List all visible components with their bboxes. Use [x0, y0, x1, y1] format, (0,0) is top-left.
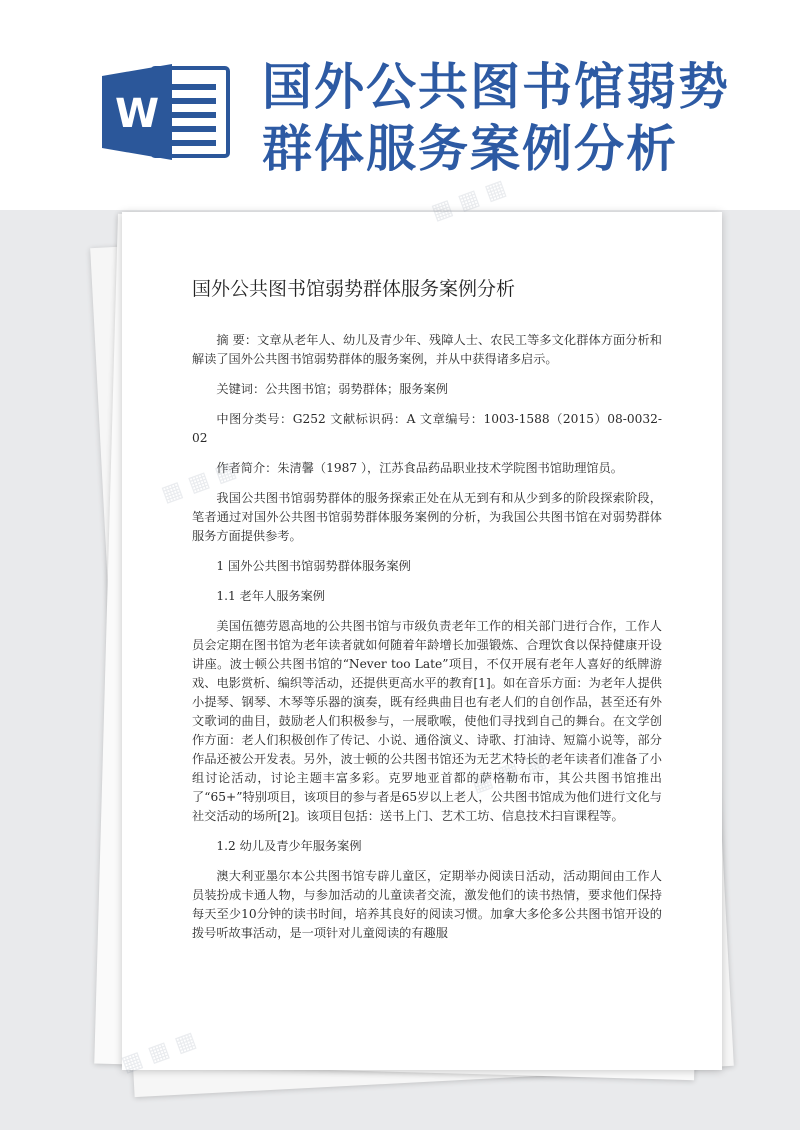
svg-text:W: W	[114, 91, 160, 137]
section-heading: 1 国外公共图书馆弱势群体服务案例	[216, 559, 411, 573]
subsection-heading: 1.2 幼儿及青少年服务案例	[216, 839, 362, 853]
banner-title: 国外公共图书馆弱势群体服务案例分析	[262, 58, 730, 178]
body-paragraph: 澳大利亚墨尔本公共图书馆专辟儿童区，定期举办阅读日活动，活动期间由工作人员装扮成卡通人物，与参加活动的儿童读者交流，激发他们的读书热情，要求他们保持每天至少10分钟的读书时间，培养其良好的阅读习惯。加拿大多伦多公共图书馆开设的拨号听故事活动，是一项针对儿童阅读的有趣服	[192, 869, 662, 940]
subsection-heading: 1.1 老年人服务案例	[216, 589, 325, 603]
banner	[0, 0, 800, 210]
keywords: 关键词：公共图书馆；弱势群体；服务案例	[216, 382, 448, 396]
word-icon	[100, 62, 232, 162]
intro-paragraph: 我国公共图书馆弱势群体的服务探索正处在从无到有和从少到多的阶段探索阶段，笔者通过对国外公共图书馆弱势群体服务案例的分析，为我国公共图书馆在对弱势群体服务方面提供参考。	[192, 491, 662, 543]
document-title: 国外公共图书馆弱势群体服务案例分析	[192, 278, 516, 300]
abstract: 摘 要：文章从老年人、幼儿及青少年、残障人士、农民工等多文化群体方面分析和解读了国外公共图书馆弱势群体的服务案例，并从中获得诸多启示。	[192, 333, 662, 366]
author-info: 作者简介：朱清馨（1987 ），江苏食品药品职业技术学院图书馆助理馆员。	[216, 461, 623, 475]
classification-info: 中图分类号：G252 文献标识码：A 文章编号：1003-1588（2015）08-0032-02	[192, 412, 662, 445]
document-content	[192, 274, 662, 954]
body-paragraph: 美国伍德劳恩高地的公共图书馆与市级负责老年工作的相关部门进行合作，工作人员会定期在图书馆为老年读者就如何随着年龄增长加强锻炼、合理饮食以保持健康开设讲座。波士顿公共图书馆的“Never too Late”项目，不仅开展有老年人喜好的纸牌游戏、电影赏析、编织等活动，还提供更高水平的教育[1]。如在音乐方面：为老年人提供小提琴、钢琴、木琴等乐器的演奏，既有经典曲目也有老人们的自创作品，甚至还有外文歌词的曲目，鼓励老人们积极参与，一展歌喉，使他们寻找到自己的舞台。在文学创作方面：老人们积极创作了传记、小说、通俗演义、诗歌、打油诗、短篇小说等，部分作品还被公开发表。另外，波士顿的公共图书馆还为无艺术特长的老年读者们准备了小组讨论活动，讨论主题丰富多彩。克罗地亚首都的萨格勒布市，其公共图书馆推出了“65+”特别项目，该项目的参与者是65岁以上老人，公共图书馆成为他们进行文化与社交活动的场所[2]。该项目包括：送书上门、艺术工坊、信息技术扫盲课程等。	[192, 619, 662, 823]
document-page	[122, 212, 722, 1070]
